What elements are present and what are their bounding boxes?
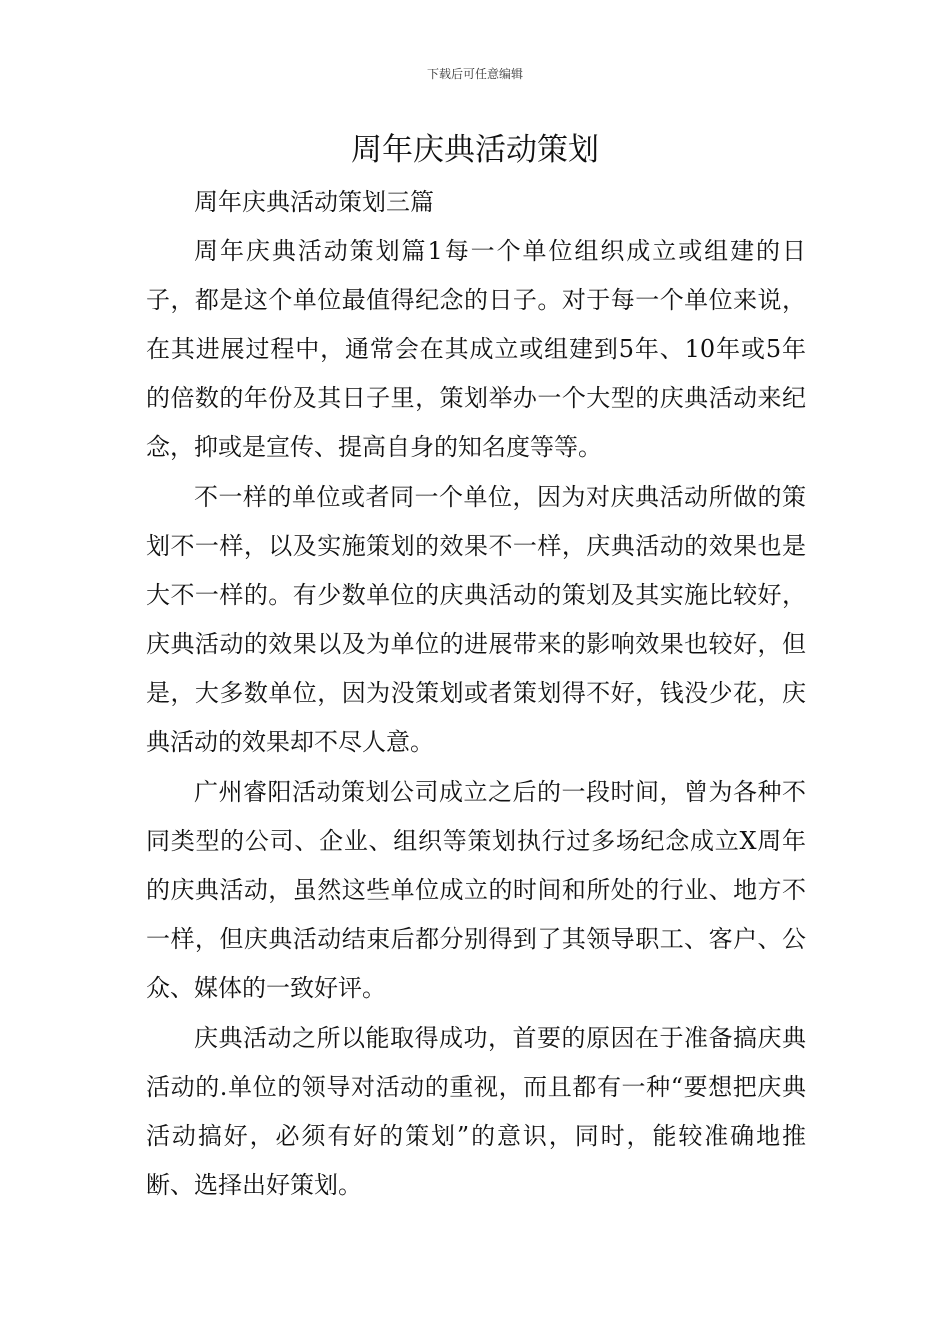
paragraph-4: 庆典活动之所以能取得成功，首要的原因在于准备搞庆典活动的.单位的领导对活动的重视，而且都有一种“要想把庆典活动搞好，必须有好的策划”的意识，同时，能较准确地推断、选择出好策划。 xyxy=(146,1024,806,1199)
paragraph-1: 周年庆典活动策划篇1每一个单位组织成立或组建的日子，都是这个单位最值得纪念的日子。对于每一个单位来说，在其进展过程中，通常会在其成立或组建到5年、10年或5年的倍数的年份及其日子里，策划举办一个大型的庆典活动来纪念，抑或是宣传、提高自身的知名度等等。 xyxy=(146,237,806,461)
document-body xyxy=(146,178,806,1210)
document-title: 周年庆典活动策划 xyxy=(351,132,599,168)
document-subtitle: 周年庆典活动策划三篇 xyxy=(194,188,434,216)
paragraph-2: 不一样的单位或者同一个单位，因为对庆典活动所做的策划不一样，以及实施策划的效果不一样，庆典活动的效果也是大不一样的。有少数单位的庆典活动的策划及其实施比较好，庆典活动的效果以及为单位的进展带来的影响效果也较好，但是，大多数单位，因为没策划或者策划得不好，钱没少花，庆典活动的效果却不尽人意。 xyxy=(146,483,806,756)
page-header-note: 下载后可任意编辑 xyxy=(426,67,523,81)
paragraph-3: 广州睿阳活动策划公司成立之后的一段时间，曾为各种不同类型的公司、企业、组织等策划执行过多场纪念成立X周年的庆典活动，虽然这些单位成立的时间和所处的行业、地方不一样，但庆典活动结束后都分别得到了其领导职工、客户、公众、媒体的一致好评。 xyxy=(146,778,806,1002)
